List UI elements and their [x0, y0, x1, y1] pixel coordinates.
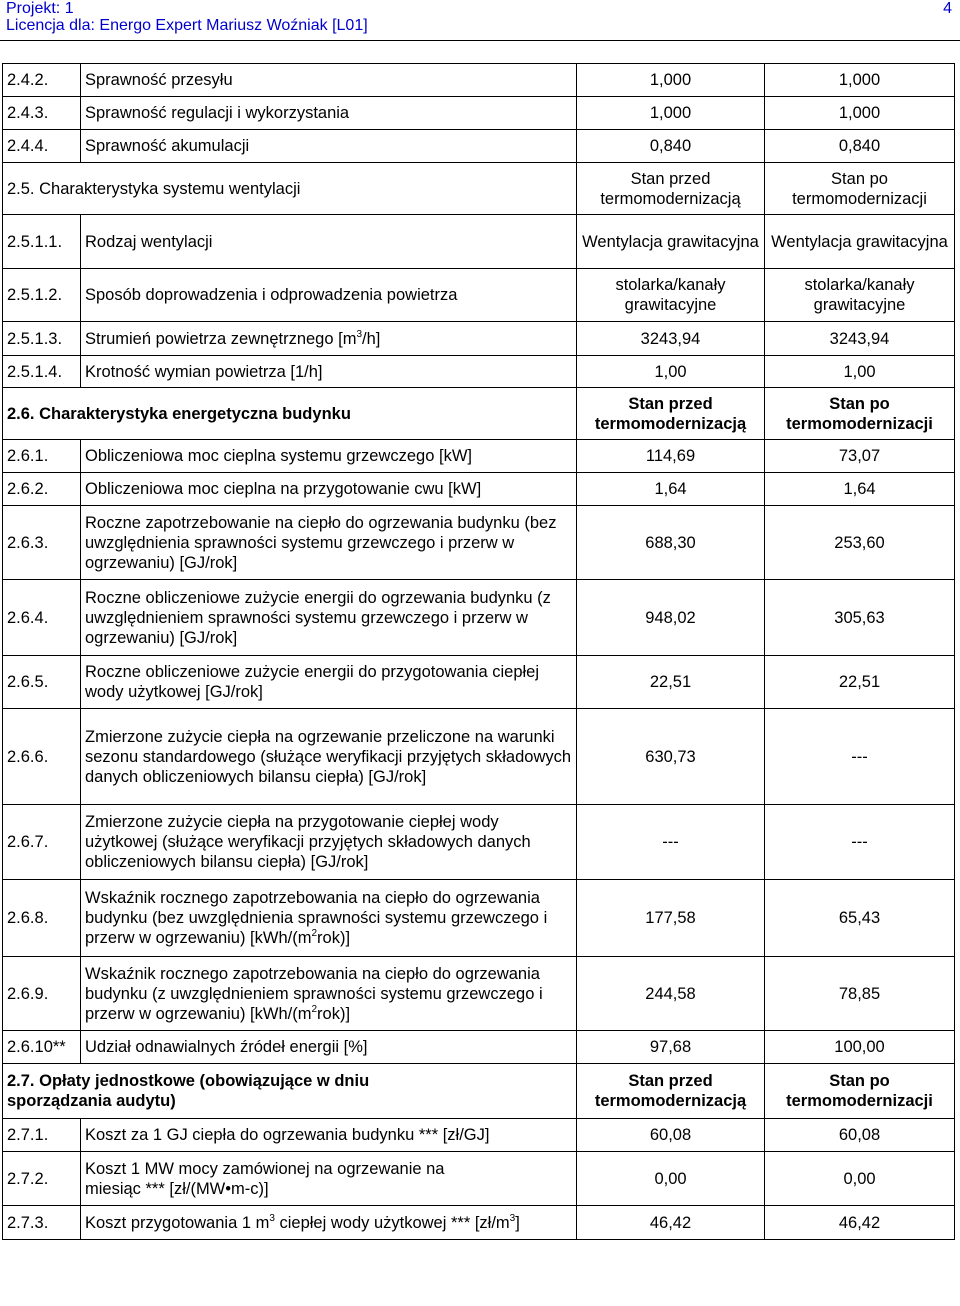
row-number: 2.6.4. [3, 580, 81, 656]
row-number: 2.6.8. [3, 880, 81, 957]
value-before: 97,68 [577, 1031, 765, 1064]
value-before: 1,000 [577, 97, 765, 130]
section-title: 2.5. Charakterystyka systemu wentylacji [3, 163, 577, 215]
table-row [3, 130, 955, 163]
value-after: Wentylacja grawitacyjna [765, 215, 955, 269]
value-before: Wentylacja grawitacyjna [577, 215, 765, 269]
value-before: 46,42 [577, 1206, 765, 1240]
row-number: 2.5.1.1. [3, 215, 81, 269]
table-row [3, 506, 955, 580]
row-number: 2.6.1. [3, 440, 81, 473]
table-row [3, 473, 955, 506]
value-before: 1,00 [577, 356, 765, 388]
project-label: Projekt: 1 [6, 0, 74, 17]
value-after: 1,000 [765, 64, 955, 97]
row-description: Sprawność regulacji i wykorzystania [81, 97, 577, 130]
value-before: 22,51 [577, 656, 765, 709]
row-number: 2.5.1.2. [3, 269, 81, 322]
row-description: Zmierzone zużycie ciepła na ogrzewanie przeliczone na warunki sezonu standardowego (służące weryfikacji przyjętych składowych danych obliczeniowych bilansu ciepła) [GJ/rok] [81, 709, 577, 805]
audit-table [2, 63, 955, 1240]
section-header-row [3, 1064, 955, 1119]
value-before: 60,08 [577, 1119, 765, 1152]
row-number: 2.4.2. [3, 64, 81, 97]
value-after: 22,51 [765, 656, 955, 709]
row-number: 2.6.3. [3, 506, 81, 580]
row-number: 2.5.1.4. [3, 356, 81, 388]
value-after: 3243,94 [765, 322, 955, 356]
value-after: 46,42 [765, 1206, 955, 1240]
row-description: Krotność wymian powietrza [1/h] [81, 356, 577, 388]
value-after: 1,000 [765, 97, 955, 130]
table-row [3, 580, 955, 656]
table-row [3, 1152, 955, 1206]
table-row [3, 1119, 955, 1152]
row-number: 2.6.6. [3, 709, 81, 805]
row-description: Sprawność przesyłu [81, 64, 577, 97]
row-number: 2.7.1. [3, 1119, 81, 1152]
section-title: 2.7. Opłaty jednostkowe (obowiązujące w dniu sporządzania audytu) [3, 1064, 577, 1119]
value-before: 177,58 [577, 880, 765, 957]
row-description: Roczne obliczeniowe zużycie energii do ogrzewania budynku (z uwzględnieniem sprawności systemu grzewczego i przerw w ogrzewaniu) [GJ/rok] [81, 580, 577, 656]
table-row [3, 356, 955, 388]
value-before: 0,840 [577, 130, 765, 163]
row-description: Sposób doprowadzenia i odprowadzenia powietrza [81, 269, 577, 322]
value-after: 1,00 [765, 356, 955, 388]
table-row [3, 709, 955, 805]
value-after: --- [765, 709, 955, 805]
value-after: 60,08 [765, 1119, 955, 1152]
value-before: --- [577, 805, 765, 880]
value-after: stolarka/kanały grawitacyjne [765, 269, 955, 322]
page-number: 4 [943, 0, 952, 17]
value-before: stolarka/kanały grawitacyjne [577, 269, 765, 322]
row-number: 2.6.7. [3, 805, 81, 880]
table-row [3, 880, 955, 957]
value-after: 305,63 [765, 580, 955, 656]
value-after: 78,85 [765, 957, 955, 1031]
row-number: 2.6.5. [3, 656, 81, 709]
row-description: Obliczeniowa moc cieplna na przygotowanie cwu [kW] [81, 473, 577, 506]
value-after: 1,64 [765, 473, 955, 506]
value-before: 1,64 [577, 473, 765, 506]
table-row [3, 64, 955, 97]
row-description: Wskaźnik rocznego zapotrzebowania na ciepło do ogrzewania budynku (bez uwzględnienia sprawności systemu grzewczego i przerw w ogrzewaniu) $[kWh/(m^2rok)]$ [81, 880, 577, 957]
row-description: Koszt 1 MW mocy zamówionej na ogrzewanie na miesiąc *** [zł/(MW•m-c)] [81, 1152, 577, 1206]
table-row [3, 440, 955, 473]
before-column-header: Stan przed termomodernizacją [577, 163, 765, 215]
table-row [3, 1206, 955, 1240]
row-description: Koszt za 1 GJ ciepła do ogrzewania budynku *** [zł/GJ] [81, 1119, 577, 1152]
value-after: 0,840 [765, 130, 955, 163]
row-number: 2.6.2. [3, 473, 81, 506]
value-before: 1,000 [577, 64, 765, 97]
value-after: 73,07 [765, 440, 955, 473]
table-row [3, 805, 955, 880]
table-row [3, 215, 955, 269]
row-number: 2.6.10** [3, 1031, 81, 1064]
row-description: Roczne zapotrzebowanie na ciepło do ogrzewania budynku (bez uwzględnienia sprawności systemu grzewczego i przerw w ogrzewaniu) [GJ/rok] [81, 506, 577, 580]
row-number: 2.4.3. [3, 97, 81, 130]
value-after: 253,60 [765, 506, 955, 580]
row-description: Sprawność akumulacji [81, 130, 577, 163]
table-row [3, 656, 955, 709]
before-column-header: Stan przed termomodernizacją [577, 1064, 765, 1119]
table-row [3, 322, 955, 356]
value-after: 65,43 [765, 880, 955, 957]
row-number: 2.7.2. [3, 1152, 81, 1206]
value-before: 114,69 [577, 440, 765, 473]
value-after: 0,00 [765, 1152, 955, 1206]
license-label: Licencja dla: Energo Expert Mariusz Woźniak [L01] [6, 17, 368, 34]
value-before: 244,58 [577, 957, 765, 1031]
row-description: Strumień powietrza zewnętrznego $[m^3/h]$ [81, 322, 577, 356]
table-row [3, 957, 955, 1031]
table-row [3, 269, 955, 322]
after-column-header: Stan po termomodernizacji [765, 388, 955, 440]
value-before: 688,30 [577, 506, 765, 580]
section-header-row [3, 388, 955, 440]
value-before: 948,02 [577, 580, 765, 656]
row-number: 2.7.3. [3, 1206, 81, 1240]
row-number: 2.5.1.3. [3, 322, 81, 356]
row-description: Wskaźnik rocznego zapotrzebowania na ciepło do ogrzewania budynku (z uwzględnieniem sprawności systemu grzewczego i przerw w ogrzewaniu) $[kWh/(m^2rok)]$ [81, 957, 577, 1031]
value-after: --- [765, 805, 955, 880]
value-before: 0,00 [577, 1152, 765, 1206]
section-header-row [3, 163, 955, 215]
after-column-header: Stan po termomodernizacji [765, 163, 955, 215]
table-row [3, 1031, 955, 1064]
row-description: Rodzaj wentylacji [81, 215, 577, 269]
row-number: 2.6.9. [3, 957, 81, 1031]
row-number: 2.4.4. [3, 130, 81, 163]
row-description: Obliczeniowa moc cieplna systemu grzewczego [kW] [81, 440, 577, 473]
value-before: 3243,94 [577, 322, 765, 356]
before-column-header: Stan przed termomodernizacją [577, 388, 765, 440]
row-description: Udział odnawialnych źródeł energii [%] [81, 1031, 577, 1064]
section-title: 2.6. Charakterystyka energetyczna budynku [3, 388, 577, 440]
after-column-header: Stan po termomodernizacji [765, 1064, 955, 1119]
value-after: 100,00 [765, 1031, 955, 1064]
row-description: Koszt przygotowania 1 $m^3$ ciepłej wody użytkowej *** $[zł/m^3]$ [81, 1206, 577, 1240]
row-description: Roczne obliczeniowe zużycie energii do przygotowania ciepłej wody użytkowej [GJ/rok] [81, 656, 577, 709]
value-before: 630,73 [577, 709, 765, 805]
row-description: Zmierzone zużycie ciepła na przygotowanie ciepłej wody użytkowej (służące weryfikacji przyjętych składowych danych obliczeniowych bilansu ciepła) [GJ/rok] [81, 805, 577, 880]
page-header [0, 0, 960, 41]
table-row [3, 97, 955, 130]
